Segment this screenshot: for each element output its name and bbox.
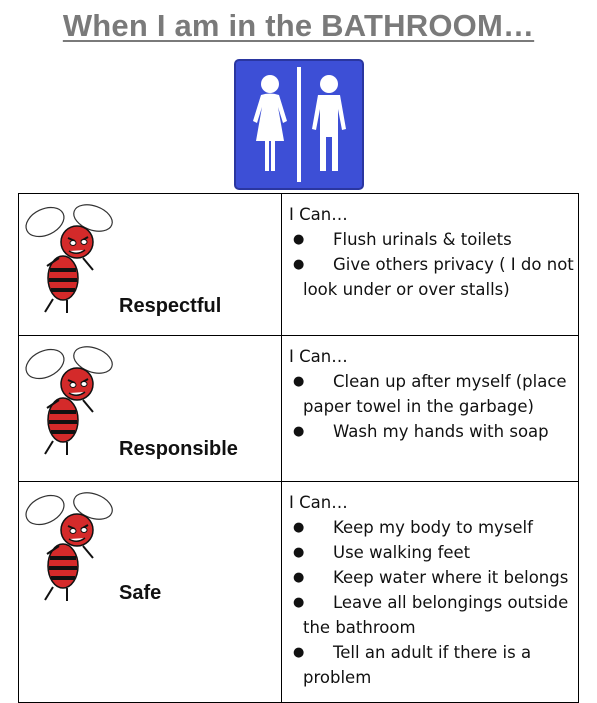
bullet-icon: ● [293, 545, 305, 560]
list-item: ● Flush urinals & toilets [289, 227, 574, 252]
trait-label: Respectful [119, 295, 222, 317]
table-row [19, 482, 579, 703]
i-can-heading: I Can… [289, 347, 348, 366]
table-row [19, 336, 579, 482]
list-item: ● Clean up after myself (place paper towel in the garbage) [289, 369, 574, 419]
behavior-list [289, 515, 574, 690]
bullet-icon: ● [293, 232, 305, 247]
trait-cell [19, 194, 282, 336]
behavior-list [289, 369, 574, 444]
bullet-icon: ● [293, 645, 305, 660]
trait-label: Responsible [119, 438, 238, 460]
list-item: ● Wash my hands with soap [289, 419, 574, 444]
bullet-icon: ● [293, 374, 305, 389]
restroom-sign-icon [234, 59, 364, 190]
list-item: ● Leave all belongings outside the bathroom [289, 590, 574, 640]
list-item: ● Keep water where it belongs [289, 565, 574, 590]
behavior-cell [282, 336, 579, 482]
behavior-list [289, 227, 574, 302]
bullet-icon: ● [293, 257, 305, 272]
list-item: ● Give others privacy ( I do not look under or over stalls) [289, 252, 574, 302]
hornet-mascot-icon [23, 342, 118, 457]
table-row [19, 194, 579, 336]
bullet-icon: ● [293, 570, 305, 585]
list-item: ● Tell an adult if there is a problem [289, 640, 574, 690]
list-item: ● Use walking feet [289, 540, 574, 565]
hornet-mascot-icon [23, 488, 118, 603]
behavior-cell [282, 482, 579, 703]
bullet-icon: ● [293, 595, 305, 610]
bullet-icon: ● [293, 424, 305, 439]
trait-cell [19, 336, 282, 482]
trait-cell [19, 482, 282, 703]
list-item: ● Keep my body to myself [289, 515, 574, 540]
i-can-heading: I Can… [289, 493, 348, 512]
bullet-icon: ● [293, 520, 305, 535]
i-can-heading: I Can… [289, 205, 348, 224]
trait-label: Safe [119, 582, 162, 604]
behavior-matrix [18, 193, 579, 703]
page-title: When I am in the BATHROOM… [62, 8, 535, 43]
behavior-cell [282, 194, 579, 336]
hornet-mascot-icon [23, 200, 118, 315]
